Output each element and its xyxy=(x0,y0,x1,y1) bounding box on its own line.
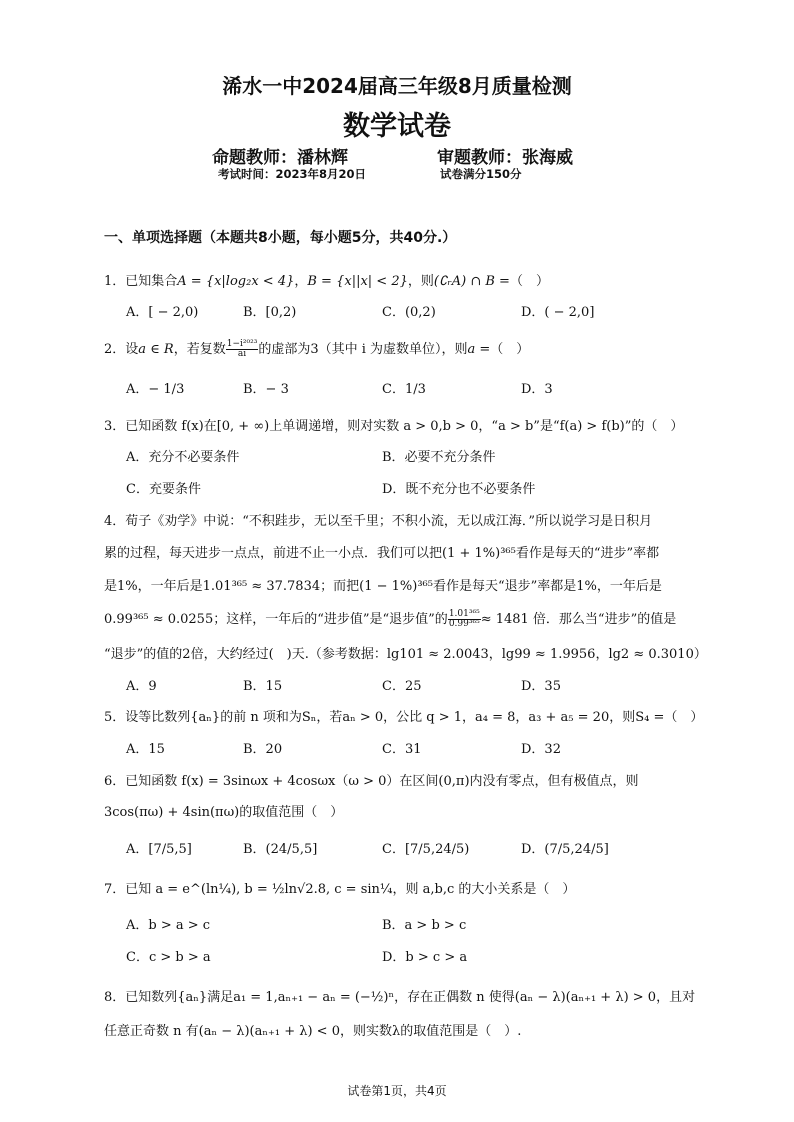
q5-option-c: C．31 xyxy=(382,742,422,757)
q2-expr: a = xyxy=(467,342,491,357)
q6-line-1: 6．已知函数 f(x) = 3sinωx + 4cosωx（ω > 0）在区间(0,π)内没有零点，但有极值点，则 xyxy=(104,774,639,789)
q2-frac-num: 1−i²⁰²³ xyxy=(226,339,258,349)
q4-option-d: D．35 xyxy=(521,679,561,694)
q8-line-1: 8．已知数列{aₙ}满足a₁ = 1,aₙ₊₁ − aₙ = (−½)ⁿ，存在正偶数 n 使得(aₙ − λ)(aₙ₊₁ + λ) > 0，且对 xyxy=(104,990,696,1005)
q4-line-4 xyxy=(104,610,704,630)
q1-set-a: A = {x|log₂x < 4} xyxy=(177,274,295,289)
q1-option-a: A．[ − 2,0) xyxy=(126,305,199,320)
q1-sep: ， xyxy=(294,274,308,289)
q4-frac-num: 1.01³⁶⁵ xyxy=(448,609,480,619)
q3-option-b: B．必要不充分条件 xyxy=(382,450,496,465)
q2-option-b: B．− 3 xyxy=(243,382,289,397)
q4-line-4a: 0.99³⁶⁵ ≈ 0.0255；这样，一年后的“进步值”是“退步值”的 xyxy=(104,612,448,627)
q6-option-a: A．[7/5,5] xyxy=(126,842,192,857)
q6-option-b: B．(24/5,5] xyxy=(243,842,318,857)
setter-teacher: 命题教师：潘林辉 xyxy=(212,148,348,168)
q2-fraction xyxy=(226,340,259,359)
q2-option-d: D．3 xyxy=(521,382,553,397)
q6-option-c: C．[7/5,24/5) xyxy=(382,842,470,857)
q1-option-b: B．[0,2) xyxy=(243,305,297,320)
q4-line-2: 累的过程，每天进步一点点，前进不止一小点．我们可以把(1 + 1%)³⁶⁵看作是每天的“进步”率都 xyxy=(104,546,660,561)
q4-line-1: 4．荀子《劝学》中说：“不积跬步，无以至千里；不积小流，无以成江海．”所以说学习是日积月 xyxy=(104,514,653,529)
q1-prefix: 1．已知集合 xyxy=(104,274,178,289)
exam-title: 浠水一中2024届高三年级8月质量检测 xyxy=(222,74,572,98)
q2-option-c: C．1/3 xyxy=(382,382,426,397)
question-2 xyxy=(104,340,704,360)
question-3: 3．已知函数 f(x)在[0, + ∞)上单调递增，则对实数 a > 0,b > 0，“a > b”是“f(a) > f(b)”的（ ） xyxy=(104,419,684,434)
q7-option-b: B．a > b > c xyxy=(382,918,467,933)
q4-line-3: 是1%，一年后是1.01³⁶⁵ ≈ 37.7834；而把(1 − 1%)³⁶⁵看作是每天“退步”率都是1%，一年后是 xyxy=(104,579,662,594)
q5-option-d: D．32 xyxy=(521,742,561,757)
q1-option-d: D．( − 2,0] xyxy=(521,305,595,320)
q4-option-c: C．25 xyxy=(382,679,422,694)
q2-prefix: 2．设 xyxy=(104,342,139,357)
q1-mid: ，则 xyxy=(407,274,434,289)
q5-option-b: B．20 xyxy=(243,742,283,757)
q4-frac-den: 0.99³⁶⁵ xyxy=(448,619,480,629)
question-7: 7．已知 a = e^(ln¼), b = ½ln√2.8, c = sin¼，则 a,b,c 的大小关系是（ ） xyxy=(104,882,576,897)
q4-line-5: “退步”的值的2倍，大约经过( )天.（参考数据：lg101 ≈ 2.0043，lg99 ≈ 1.9956，lg2 ≈ 0.3010） xyxy=(104,647,707,662)
q2-option-a: A．− 1/3 xyxy=(126,382,185,397)
q4-option-b: B．15 xyxy=(243,679,283,694)
q4-line-4b: ≈ 1481 倍．那么当“进步”的值是 xyxy=(480,612,677,627)
q1-option-c: C．(0,2) xyxy=(382,305,436,320)
question-5: 5．设等比数列{aₙ}的前 n 项和为Sₙ，若aₙ > 0，公比 q > 1，a₄ = 8，a₃ + a₅ = 20，则S₄ =（ ） xyxy=(104,710,704,725)
page-footer: 试卷第1页，共4页 xyxy=(347,1084,447,1098)
q7-option-d: D．b > c > a xyxy=(382,950,468,965)
q2-frac-den: ai xyxy=(237,349,247,359)
q3-option-c: C．充要条件 xyxy=(126,482,201,497)
full-score: 试卷满分150分 xyxy=(440,167,522,181)
q6-option-d: D．(7/5,24/5] xyxy=(521,842,609,857)
q5-option-a: A．15 xyxy=(126,742,165,757)
q7-option-a: A．b > a > c xyxy=(126,918,211,933)
q3-option-d: D．既不充分也不必要条件 xyxy=(382,482,536,497)
reviewer-teacher: 审题教师：张海威 xyxy=(437,148,573,168)
q4-fraction xyxy=(448,610,481,629)
q1-tail: （ ） xyxy=(509,274,549,289)
q8-line-2: 任意正奇数 n 有(aₙ − λ)(aₙ₊₁ + λ) < 0，则实数λ的取值范围是（ ）. xyxy=(104,1024,522,1039)
q6-line-2: 3cos(πω) + 4sin(πω)的取值范围（ ） xyxy=(104,805,344,820)
exam-subject: 数学试卷 xyxy=(343,111,451,142)
q3-option-a: A．充分不必要条件 xyxy=(126,450,240,465)
q2-tail: （ ） xyxy=(490,342,530,357)
q2-rest: 的虚部为3（其中 i 为虚数单位），则 xyxy=(258,342,468,357)
q2-mid: ，若复数 xyxy=(173,342,226,357)
q2-cond: a ∈ R xyxy=(138,342,174,357)
section-title: 一、单项选择题（本题共8小题，每小题5分，共40分.） xyxy=(104,230,457,246)
q7-option-c: C．c > b > a xyxy=(126,950,211,965)
q1-set-b: B = {x||x| < 2} xyxy=(307,274,408,289)
question-1 xyxy=(104,272,704,292)
exam-time: 考试时间：2023年8月20日 xyxy=(218,167,367,181)
q4-option-a: A．9 xyxy=(126,679,157,694)
q1-expr: (∁ᵣA) ∩ B = xyxy=(433,274,510,289)
